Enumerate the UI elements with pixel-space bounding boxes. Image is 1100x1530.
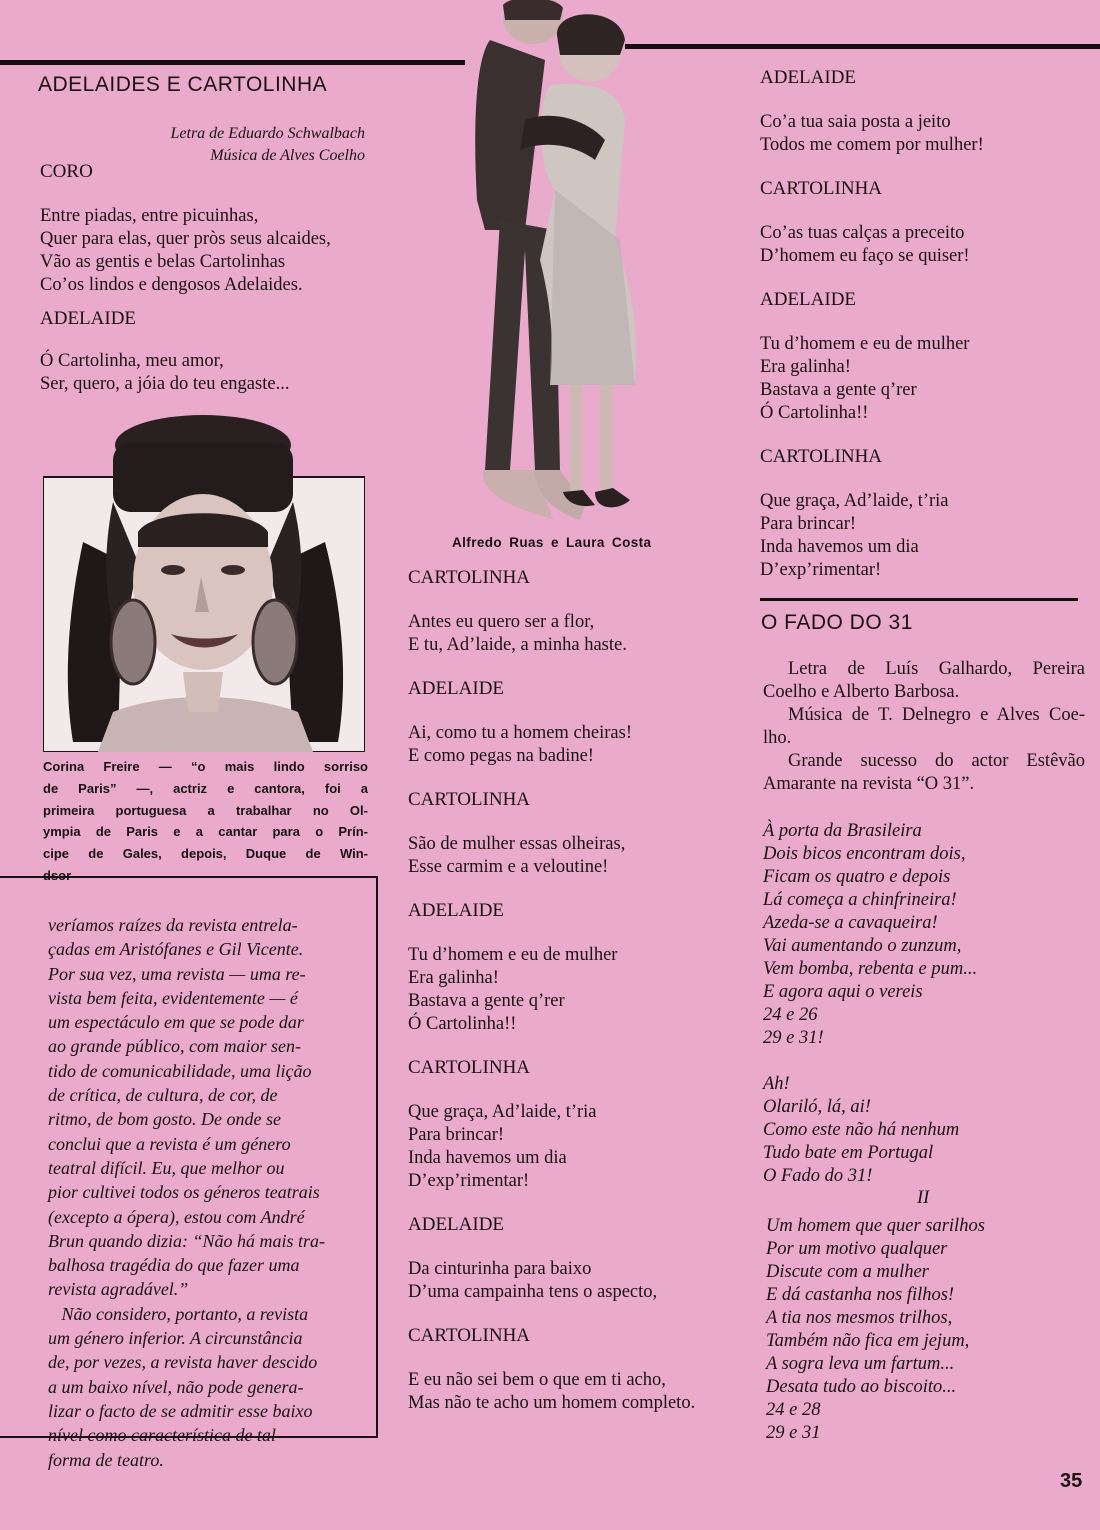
verse-line: Ser, quero, a jóia do teu engaste... <box>40 374 290 394</box>
verse-line: Que graça, Ad’laide, t’ria <box>760 491 949 511</box>
stanza-lines <box>408 1258 748 1304</box>
verse-line: À porta da Brasileira <box>763 821 922 841</box>
essay-line: forma de teatro. <box>48 1449 164 1470</box>
verse-line: Tudo bate em Portugal <box>763 1143 934 1163</box>
verse-line: Olariló, lá, ai! <box>763 1097 871 1117</box>
verse-line: Vão as gentis e belas Cartolinhas <box>40 252 286 272</box>
essay-line: Por sua vez, uma revista — uma re- <box>48 963 306 984</box>
verse-line: Era galinha! <box>408 968 499 988</box>
fado-verse-1 <box>763 820 977 1050</box>
verse-line: Quer para elas, quer pròs seus alcaides, <box>40 229 331 249</box>
couple-caption: Alfredo Ruas e Laura Costa <box>452 535 652 550</box>
verse-line: Azeda-se a cavaqueira! <box>763 913 938 933</box>
stanza-lines <box>760 111 1090 157</box>
essay-line: tido de comunicabilidade, uma lição <box>48 1060 312 1081</box>
stanza-label: ADELAIDE <box>760 289 857 310</box>
verse-line: Por um motivo qualquer <box>766 1239 948 1259</box>
verse-line: Inda havemos um dia <box>408 1148 567 1168</box>
essay-line: ritmo, de bom gosto. De onde se <box>48 1109 281 1130</box>
adelaide-label: ADELAIDE <box>40 308 137 329</box>
verse-line: Mas não te acho um homem completo. <box>408 1393 696 1413</box>
caption-line: Corina Freire — “o mais lindo sorriso <box>43 759 368 774</box>
credit-music: Música de Alves Coelho <box>210 147 365 164</box>
essay-line: nível como característica de tal <box>48 1425 276 1446</box>
stanza-label: ADELAIDE <box>408 900 505 921</box>
essay-line: a um baixo nível, não pode genera- <box>48 1376 304 1397</box>
verse-line: São de mulher essas olheiras, <box>408 834 626 854</box>
essay-line: um espectáculo em que se pode dar <box>48 1012 304 1033</box>
essay-line: Não considero, portanto, a revista <box>48 1303 309 1324</box>
verse-line: Vem bomba, rebenta e pum... <box>763 959 978 979</box>
essay-line: pior cultivei todos os géneros teatrais <box>48 1182 320 1203</box>
essay-line: um género inferior. A circunstância <box>48 1328 303 1349</box>
verse-line: Tu d’homem e eu de mulher <box>408 945 618 965</box>
verse-line: Ai, como tu a homem cheiras! <box>408 723 632 743</box>
verse-line: Esse carmim e a veloutine! <box>408 857 609 877</box>
stanza-lines <box>408 1101 748 1193</box>
essay-line: veríamos raízes da revista entrela- <box>48 915 298 935</box>
essay-line: (excepto a ópera), estou com André <box>48 1206 305 1227</box>
stanza-label: CARTOLINHA <box>408 567 531 588</box>
stanza-label: CARTOLINHA <box>760 178 883 199</box>
stanza-lines <box>760 333 1090 425</box>
top-rule-right <box>625 44 1100 49</box>
verse-line: O Fado do 31! <box>763 1166 873 1186</box>
caption-line: dsor <box>43 867 72 883</box>
verse-line: Lá começa a chinfrineira! <box>763 890 957 910</box>
stanza-lines <box>408 944 748 1036</box>
verse-line: Desata tudo ao biscoito... <box>766 1377 957 1397</box>
stanza-label: ADELAIDE <box>760 67 857 88</box>
stanza-label: CARTOLINHA <box>408 1057 531 1078</box>
credit-lyrics: Letra de Eduardo Schwalbach <box>170 125 365 142</box>
essay-line: lizar o facto de se admitir esse baixo <box>48 1400 313 1421</box>
intro-line: lho. <box>763 728 792 748</box>
verse-line: Para brincar! <box>408 1125 505 1145</box>
portrait-caption <box>43 756 368 887</box>
verse-line: Co’as tuas calças a preceito <box>760 223 965 243</box>
verse-line: Bastava a gente q’rer <box>408 991 565 1011</box>
verse-line: Ó Cartolinha, meu amor, <box>40 351 224 371</box>
fado-intro <box>763 658 1085 796</box>
verse-line: D’exp’rimentar! <box>760 560 882 580</box>
verse-line: Antes eu quero ser a flor, <box>408 612 595 632</box>
verse-line: Todos me comem por mulher! <box>760 135 984 155</box>
verse-line: Bastava a gente q’rer <box>760 380 917 400</box>
essay-line: ao grande público, com maior sen- <box>48 1036 301 1057</box>
caption-line: primeira portuguesa a trabalhar no Ol- <box>43 802 368 818</box>
stanza-label: CARTOLINHA <box>408 1325 531 1346</box>
top-rule <box>0 60 465 65</box>
fado-title: O FADO DO 31 <box>761 611 913 634</box>
section-divider <box>760 598 1078 601</box>
verse-line: Dois bicos encontram dois, <box>763 844 966 864</box>
verse-line: Ó Cartolinha!! <box>408 1014 517 1034</box>
intro-line: Grande sucesso do actor Estêvão <box>788 751 1085 771</box>
couple-photo <box>455 0 655 535</box>
verse-line: Era galinha! <box>760 357 851 377</box>
stanza-label: CARTOLINHA <box>760 446 883 467</box>
stanza-label: ADELAIDE <box>408 678 505 699</box>
middle-stanzas <box>408 566 748 1415</box>
portrait-photo <box>43 412 365 752</box>
song-title: ADELAIDES E CARTOLINHA <box>38 73 328 96</box>
adelaide-verse <box>40 350 289 396</box>
verse-line: E tu, Ad’laide, a minha haste. <box>408 635 627 655</box>
verse-line: Entre piadas, entre picuinhas, <box>40 206 259 226</box>
verse-line: D’uma campainha tens o aspecto, <box>408 1282 658 1302</box>
verse-line: Co’a tua saia posta a jeito <box>760 112 951 132</box>
essay-line: revista agradável.” <box>48 1279 189 1300</box>
coro-verse <box>40 205 331 297</box>
fado-refrain <box>763 1073 959 1188</box>
verse-line: E eu não sei bem o que em ti acho, <box>408 1370 666 1390</box>
verse-line: A sogra leva um fartum... <box>766 1354 955 1374</box>
verse-line: E como pegas na badine! <box>408 746 594 766</box>
verse-line: Ah! <box>763 1074 790 1094</box>
verse-line: 24 e 28 <box>766 1400 821 1420</box>
caption-line: de Paris” —, actriz e cantora, foi a <box>43 780 368 796</box>
stanza-label: ADELAIDE <box>408 1214 505 1235</box>
verse-line: E agora aqui o vereis <box>763 982 923 1002</box>
essay-line: vista bem feita, evidentemente — é <box>48 987 298 1008</box>
verse-line: A tia nos mesmos trilhos, <box>766 1308 953 1328</box>
essay-line: conclui que a revista é um género <box>48 1133 291 1154</box>
verse-line: Vai aumentando o zunzum, <box>763 936 962 956</box>
right-stanzas <box>760 66 1090 582</box>
stanza-label: CARTOLINHA <box>408 789 531 810</box>
verse-line: 29 e 31 <box>766 1423 821 1443</box>
verse-line: Ó Cartolinha!! <box>760 403 869 423</box>
page-number: 35 <box>1060 1470 1083 1492</box>
verse-line: Como este não há nenhum <box>763 1120 960 1140</box>
stanza-lines <box>760 222 1090 268</box>
verse-line: 29 e 31! <box>763 1028 824 1048</box>
essay-text <box>48 913 358 1472</box>
verse-line: 24 e 26 <box>763 1005 818 1025</box>
essay-line: de, por vezes, a revista haver descido <box>48 1352 318 1373</box>
verse-line: Para brincar! <box>760 514 857 534</box>
stanza-lines <box>408 833 748 879</box>
intro-line: Música de T. Delnegro e Alves Coe- <box>788 705 1085 725</box>
essay-line: de crítica, de cultura, de cor, de <box>48 1085 278 1106</box>
verse-line: Que graça, Ad’laide, t’ria <box>408 1102 597 1122</box>
verse-line: E dá castanha nos filhos! <box>766 1285 955 1305</box>
coro-label: CORO <box>40 161 93 182</box>
fado-verse-2 <box>766 1215 985 1445</box>
stanza-lines <box>760 490 1090 582</box>
verse-line: Tu d’homem e eu de mulher <box>760 334 970 354</box>
intro-line: Coelho e Alberto Barbosa. <box>763 682 960 702</box>
verse-line: Da cinturinha para baixo <box>408 1259 592 1279</box>
verse-line: Inda havemos um dia <box>760 537 919 557</box>
stanza-lines <box>408 611 748 657</box>
credits <box>140 123 365 167</box>
verse-line: Co’os lindos e dengosos Adelaides. <box>40 275 303 295</box>
intro-line: Amarante na revista “O 31”. <box>763 774 975 794</box>
verse-line: Também não fica em jejum, <box>766 1331 970 1351</box>
stanza-lines <box>408 1369 748 1415</box>
verse-line: Um homem que quer sarilhos <box>766 1216 985 1236</box>
verse-line: D’exp’rimentar! <box>408 1171 530 1191</box>
verse-line: Ficam os quatro e depois <box>763 867 951 887</box>
caption-line: cipe de Gales, depois, Duque de Win- <box>43 846 368 862</box>
stanza-lines <box>408 722 748 768</box>
verse-line: Discute com a mulher <box>766 1262 929 1282</box>
essay-line: balhosa tragédia do que fazer uma <box>48 1255 300 1276</box>
caption-line: ympia de Paris e a cantar para o Prín- <box>43 824 368 840</box>
essay-line: çadas em Aristófanes e Gil Vicente. <box>48 939 304 960</box>
essay-line: Brun quando dizia: “Não há mais tra- <box>48 1230 326 1251</box>
essay-line: teatral difícil. Eu, que melhor ou <box>48 1157 285 1178</box>
fado-section-numeral: II <box>917 1188 930 1208</box>
verse-line: D’homem eu faço se quiser! <box>760 246 970 266</box>
intro-line: Letra de Luís Galhardo, Pereira <box>788 659 1085 679</box>
